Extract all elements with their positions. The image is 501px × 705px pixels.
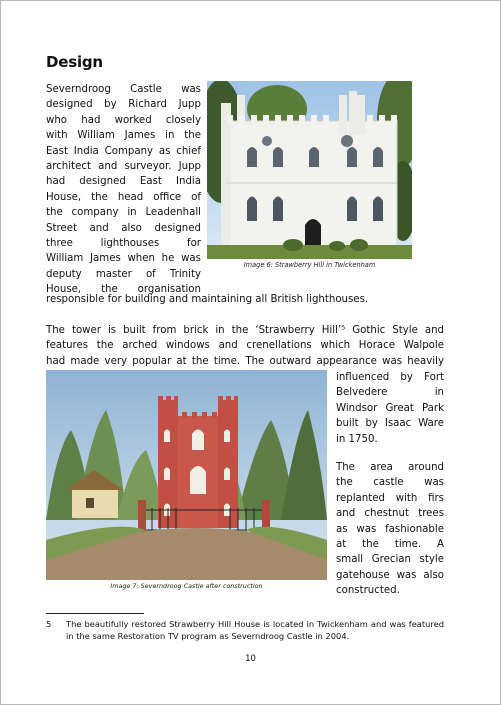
text-line: Severndroog Castle was: [46, 84, 201, 95]
text-line: Belvedere in: [336, 387, 444, 399]
text-line: at the time. A: [336, 539, 444, 551]
footnote-divider: [46, 613, 144, 614]
figure-severndroog-castle: [46, 370, 327, 596]
text-line: as was fashionable: [336, 523, 444, 535]
text-line: the company in Leadenhall: [46, 207, 201, 219]
text-line: William James when he was: [46, 253, 201, 265]
text-line: had designed East India: [46, 176, 201, 188]
text-line: and chestnut trees: [336, 508, 444, 520]
paragraph-3: [336, 460, 444, 599]
text-line: House, the organisation: [46, 284, 201, 296]
text-line: East India Company as chief: [46, 145, 201, 157]
section-heading: Design: [46, 53, 103, 71]
paragraph-1: [46, 82, 201, 298]
page-number: 10: [245, 654, 256, 664]
text-line: replanted with firs: [336, 492, 444, 504]
text-line: responsible for building and maintaining all British lighthouses.: [46, 294, 369, 305]
text-line: The area around: [336, 462, 444, 473]
text-line: Windsor Great Park: [336, 402, 444, 414]
text-line: designed by Richard Jupp: [46, 99, 201, 111]
text-line: architect and surveyor. Jupp: [46, 161, 201, 173]
text-line: small Grecian style: [336, 554, 444, 566]
text-line: in 1750.: [336, 433, 378, 445]
text-line: constructed.: [336, 585, 400, 597]
paragraph-2: [46, 323, 444, 369]
text-line: deputy master of Trinity: [46, 268, 201, 280]
text-line: the castle was: [336, 477, 444, 489]
text-line: with William James in the: [46, 130, 201, 142]
text-line: Street and also designed: [46, 222, 201, 234]
severndroog-castle-painting: [46, 370, 327, 580]
paragraph-2-continued: [336, 370, 444, 447]
strawberry-hill-photo: [207, 81, 412, 259]
footnote-text: The beautifully restored Strawberry Hill House is located in Twickenham and was featured in the same Restoration TV program as Severndroog Castle in 2004.: [66, 619, 444, 641]
text-line: built by Isaac Ware: [336, 418, 444, 430]
paragraph-1-last-line: [46, 292, 446, 307]
figure-7-caption: Image 7: Severndroog Castle after construction: [110, 582, 263, 590]
footnote-number: 5: [46, 619, 52, 629]
text-line: House, the head office of: [46, 191, 201, 203]
text-line: who had worked closely: [46, 114, 201, 126]
footnote: [46, 618, 444, 642]
text-line: The tower is built from brick in the ‘Strawberry Hill’⁵ Gothic Style and: [46, 325, 444, 336]
figure-6-caption: Image 6: Strawberry Hill in Twickenham: [243, 261, 376, 269]
text-line: three lighthouses for: [46, 238, 201, 250]
text-line: influenced by Fort: [336, 372, 444, 383]
text-line: features the arched windows and crenellations which Horace Walpole: [46, 340, 444, 352]
text-line: had made very popular at the time. The outward appearance was heavily: [46, 355, 444, 367]
text-line: gatehouse was also: [336, 569, 444, 581]
figure-strawberry-hill: [207, 81, 412, 273]
